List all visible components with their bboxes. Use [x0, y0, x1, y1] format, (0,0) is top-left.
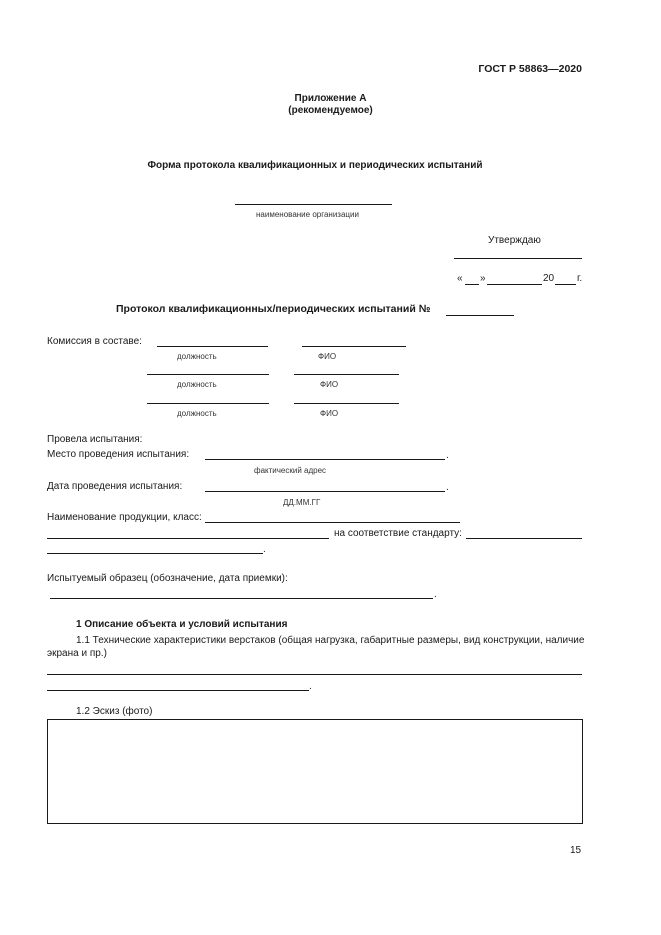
section1-p11-line1: 1.1 Технические характеристики верстаков (общая нагрузка, габаритные размеры, вид конструкции, наличие: [76, 635, 585, 646]
commission-label: Комиссия в составе:: [47, 336, 142, 347]
commission-position-line: [147, 403, 269, 404]
section1-title: 1 Описание объекта и условий испытания: [76, 619, 288, 630]
commission-name-line: [294, 374, 399, 375]
form-title: Форма протокола квалификационных и периодических испытаний: [147, 160, 483, 171]
approve-date-end: г.: [577, 273, 583, 284]
approve-day-line: [465, 284, 479, 285]
commission-position-line: [147, 374, 269, 375]
place-caption: фактический адрес: [254, 466, 327, 475]
organization-line: [235, 204, 392, 205]
protocol-number-line: [446, 315, 514, 316]
date-label: Дата проведения испытания:: [47, 481, 183, 492]
standard-label: на соответствие стандарту:: [334, 528, 462, 539]
commission-name-line: [294, 403, 399, 404]
approve-date-year: 20: [543, 273, 555, 284]
sample-label: Испытуемый образец (обозначение, дата приемки):: [47, 573, 288, 584]
appendix-status: (рекомендуемое): [288, 105, 373, 116]
product-label: Наименование продукции, класс:: [47, 512, 202, 523]
product-line-2: [47, 538, 329, 539]
commission-position-caption: должность: [177, 380, 217, 389]
commission-name-caption: ФИО: [318, 352, 337, 361]
characteristics-line: [47, 674, 582, 675]
approve-month-line: [487, 284, 542, 285]
commission-position-line: [157, 346, 268, 347]
approve-date-open: «: [457, 273, 463, 284]
date-line: [205, 491, 445, 492]
standard-line: [466, 538, 582, 539]
commission-name-line: [302, 346, 406, 347]
sample-line: [50, 598, 433, 599]
commission-position-caption: должность: [177, 409, 217, 418]
product-line: [205, 522, 460, 523]
approve-date-mid: »: [480, 273, 486, 284]
place-label: Место проведения испытания:: [47, 449, 190, 460]
commission-name-caption: ФИО: [320, 380, 339, 389]
page-number: 15: [570, 845, 582, 856]
standard-number: ГОСТ Р 58863—2020: [478, 63, 582, 75]
commission-name-caption: ФИО: [320, 409, 339, 418]
approve-year-line: [555, 284, 576, 285]
approve-signature-line: [454, 258, 582, 259]
appendix-title: Приложение А: [294, 93, 367, 104]
commission-position-caption: должность: [177, 352, 217, 361]
section1-p11-line2: экрана и пр.): [47, 648, 107, 659]
section1-p12: 1.2 Эскиз (фото): [76, 706, 153, 717]
place-line: [205, 459, 445, 460]
organization-caption: наименование организации: [256, 210, 359, 219]
date-caption: ДД.ММ.ГГ: [283, 498, 321, 507]
characteristics-line-2: [47, 690, 309, 691]
approve-label: Утверждаю: [488, 235, 541, 246]
sketch-photo-box: [47, 719, 583, 824]
protocol-title: Протокол квалификационных/периодических испытаний №: [116, 303, 431, 315]
standard-line-2: [47, 553, 263, 554]
tests-conducted-label: Провела испытания:: [47, 434, 143, 445]
